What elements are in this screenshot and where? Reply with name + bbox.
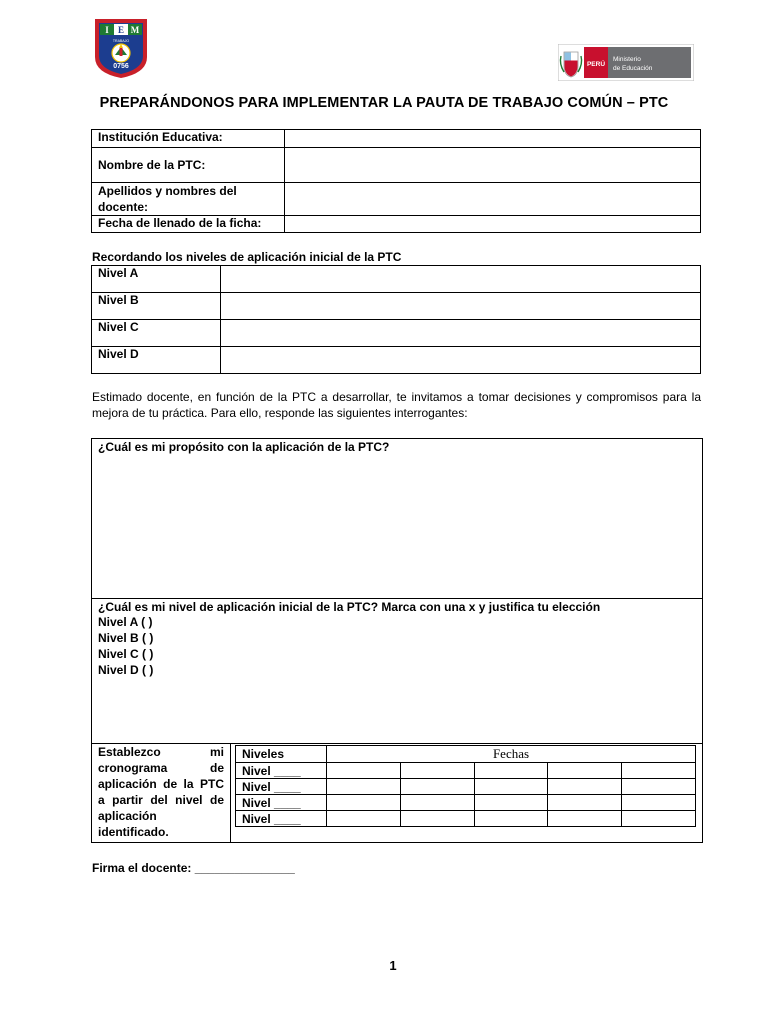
teacher-name-label: Apellidos y nombres del docente: bbox=[92, 183, 285, 216]
level-option-a[interactable]: Nivel A ( ) bbox=[98, 615, 153, 629]
table-row bbox=[92, 216, 701, 233]
table-row bbox=[236, 779, 696, 795]
info-table bbox=[91, 129, 701, 233]
date-cell[interactable] bbox=[327, 795, 401, 811]
level-option-d[interactable]: Nivel D ( ) bbox=[98, 663, 154, 677]
table-row bbox=[236, 746, 696, 763]
col-fechas-header: Fechas bbox=[327, 746, 696, 763]
date-field[interactable] bbox=[285, 216, 701, 233]
date-cell[interactable] bbox=[474, 779, 548, 795]
ministry-line2: de Educación bbox=[613, 65, 653, 72]
document-title: PREPARÁNDONOS PARA IMPLEMENTAR LA PAUTA DE TRABAJO COMÚN – PTC bbox=[99, 95, 669, 111]
table-row bbox=[92, 183, 701, 216]
schedule-cell bbox=[231, 744, 703, 843]
date-cell[interactable] bbox=[327, 811, 401, 827]
schedule-label-cell bbox=[92, 744, 231, 843]
table-row bbox=[92, 266, 701, 293]
institution-field[interactable] bbox=[285, 130, 701, 148]
level-question: ¿Cuál es mi nivel de aplicación inicial de la PTC? Marca con una x y justifica tu elección bbox=[98, 600, 601, 614]
level-d-label: Nivel D bbox=[92, 347, 221, 374]
table-row bbox=[236, 811, 696, 827]
level-answer-box[interactable] bbox=[92, 599, 703, 744]
date-cell[interactable] bbox=[400, 763, 474, 779]
date-label: Fecha de llenado de la ficha: bbox=[92, 216, 285, 233]
signature-line[interactable]: Firma el docente: _______________ bbox=[92, 861, 295, 875]
questions-table bbox=[91, 438, 703, 843]
table-row bbox=[92, 130, 701, 148]
ptc-name-label: Nombre de la PTC: bbox=[92, 148, 285, 183]
ministry-country: PERÚ bbox=[586, 61, 606, 68]
purpose-answer-box[interactable] bbox=[92, 439, 703, 599]
date-cell[interactable] bbox=[400, 811, 474, 827]
date-cell[interactable] bbox=[622, 779, 696, 795]
logo-number: 0756 bbox=[113, 63, 129, 70]
date-cell[interactable] bbox=[548, 811, 622, 827]
level-a-label: Nivel A bbox=[92, 266, 221, 293]
level-c-label: Nivel C bbox=[92, 320, 221, 347]
date-cell[interactable] bbox=[548, 795, 622, 811]
date-cell[interactable] bbox=[622, 811, 696, 827]
levels-table bbox=[91, 265, 701, 374]
level-a-field[interactable] bbox=[221, 266, 701, 293]
table-row bbox=[92, 320, 701, 347]
date-cell[interactable] bbox=[327, 779, 401, 795]
date-cell[interactable] bbox=[622, 763, 696, 779]
schedule-label: Establezco mi cronograma de aplicación de la PTC a partir del nivel de aplicación identificado. bbox=[98, 745, 224, 839]
table-row bbox=[92, 599, 703, 744]
table-row bbox=[92, 439, 703, 599]
date-cell[interactable] bbox=[548, 779, 622, 795]
level-option-b[interactable]: Nivel B ( ) bbox=[98, 631, 154, 645]
date-cell[interactable] bbox=[400, 795, 474, 811]
logo-letter-i: I bbox=[105, 25, 109, 35]
schedule-table bbox=[235, 745, 696, 827]
schedule-level-label: Nivel ____ bbox=[236, 811, 327, 827]
col-niveles-header: Niveles bbox=[236, 746, 327, 763]
logo-band-text: TRABAJO bbox=[112, 39, 130, 43]
level-d-field[interactable] bbox=[221, 347, 701, 374]
ministry-line1: Ministerio bbox=[613, 56, 641, 63]
logo-letter-m: M bbox=[130, 25, 140, 35]
date-cell[interactable] bbox=[474, 763, 548, 779]
ministry-logo bbox=[558, 44, 694, 81]
table-row bbox=[236, 795, 696, 811]
date-cell[interactable] bbox=[474, 811, 548, 827]
intro-paragraph: Estimado docente, en función de la PTC a desarrollar, te invitamos a tomar decisiones y compromisos para la mejora de tu práctica. Para ello, responde las siguientes interrogantes: bbox=[92, 390, 701, 420]
purpose-question: ¿Cuál es mi propósito con la aplicación de la PTC? bbox=[98, 440, 390, 454]
level-b-label: Nivel B bbox=[92, 293, 221, 320]
table-row bbox=[92, 744, 703, 843]
levels-heading: Recordando los niveles de aplicación inicial de la PTC bbox=[92, 250, 402, 264]
level-b-field[interactable] bbox=[221, 293, 701, 320]
institution-label: Institución Educativa: bbox=[92, 130, 285, 148]
date-cell[interactable] bbox=[622, 795, 696, 811]
table-row bbox=[92, 148, 701, 183]
ptc-name-field[interactable] bbox=[285, 148, 701, 183]
page-number: 1 bbox=[389, 958, 397, 973]
table-row bbox=[92, 347, 701, 374]
logo-letter-e: E bbox=[117, 25, 125, 35]
table-row bbox=[236, 763, 696, 779]
table-row bbox=[92, 293, 701, 320]
date-cell[interactable] bbox=[327, 763, 401, 779]
date-cell[interactable] bbox=[548, 763, 622, 779]
schedule-level-label: Nivel ____ bbox=[236, 795, 327, 811]
school-logo bbox=[92, 17, 150, 79]
level-option-c[interactable]: Nivel C ( ) bbox=[98, 647, 154, 661]
level-c-field[interactable] bbox=[221, 320, 701, 347]
date-cell[interactable] bbox=[400, 779, 474, 795]
teacher-name-field[interactable] bbox=[285, 183, 701, 216]
date-cell[interactable] bbox=[474, 795, 548, 811]
schedule-level-label: Nivel ____ bbox=[236, 779, 327, 795]
schedule-level-label: Nivel ____ bbox=[236, 763, 327, 779]
